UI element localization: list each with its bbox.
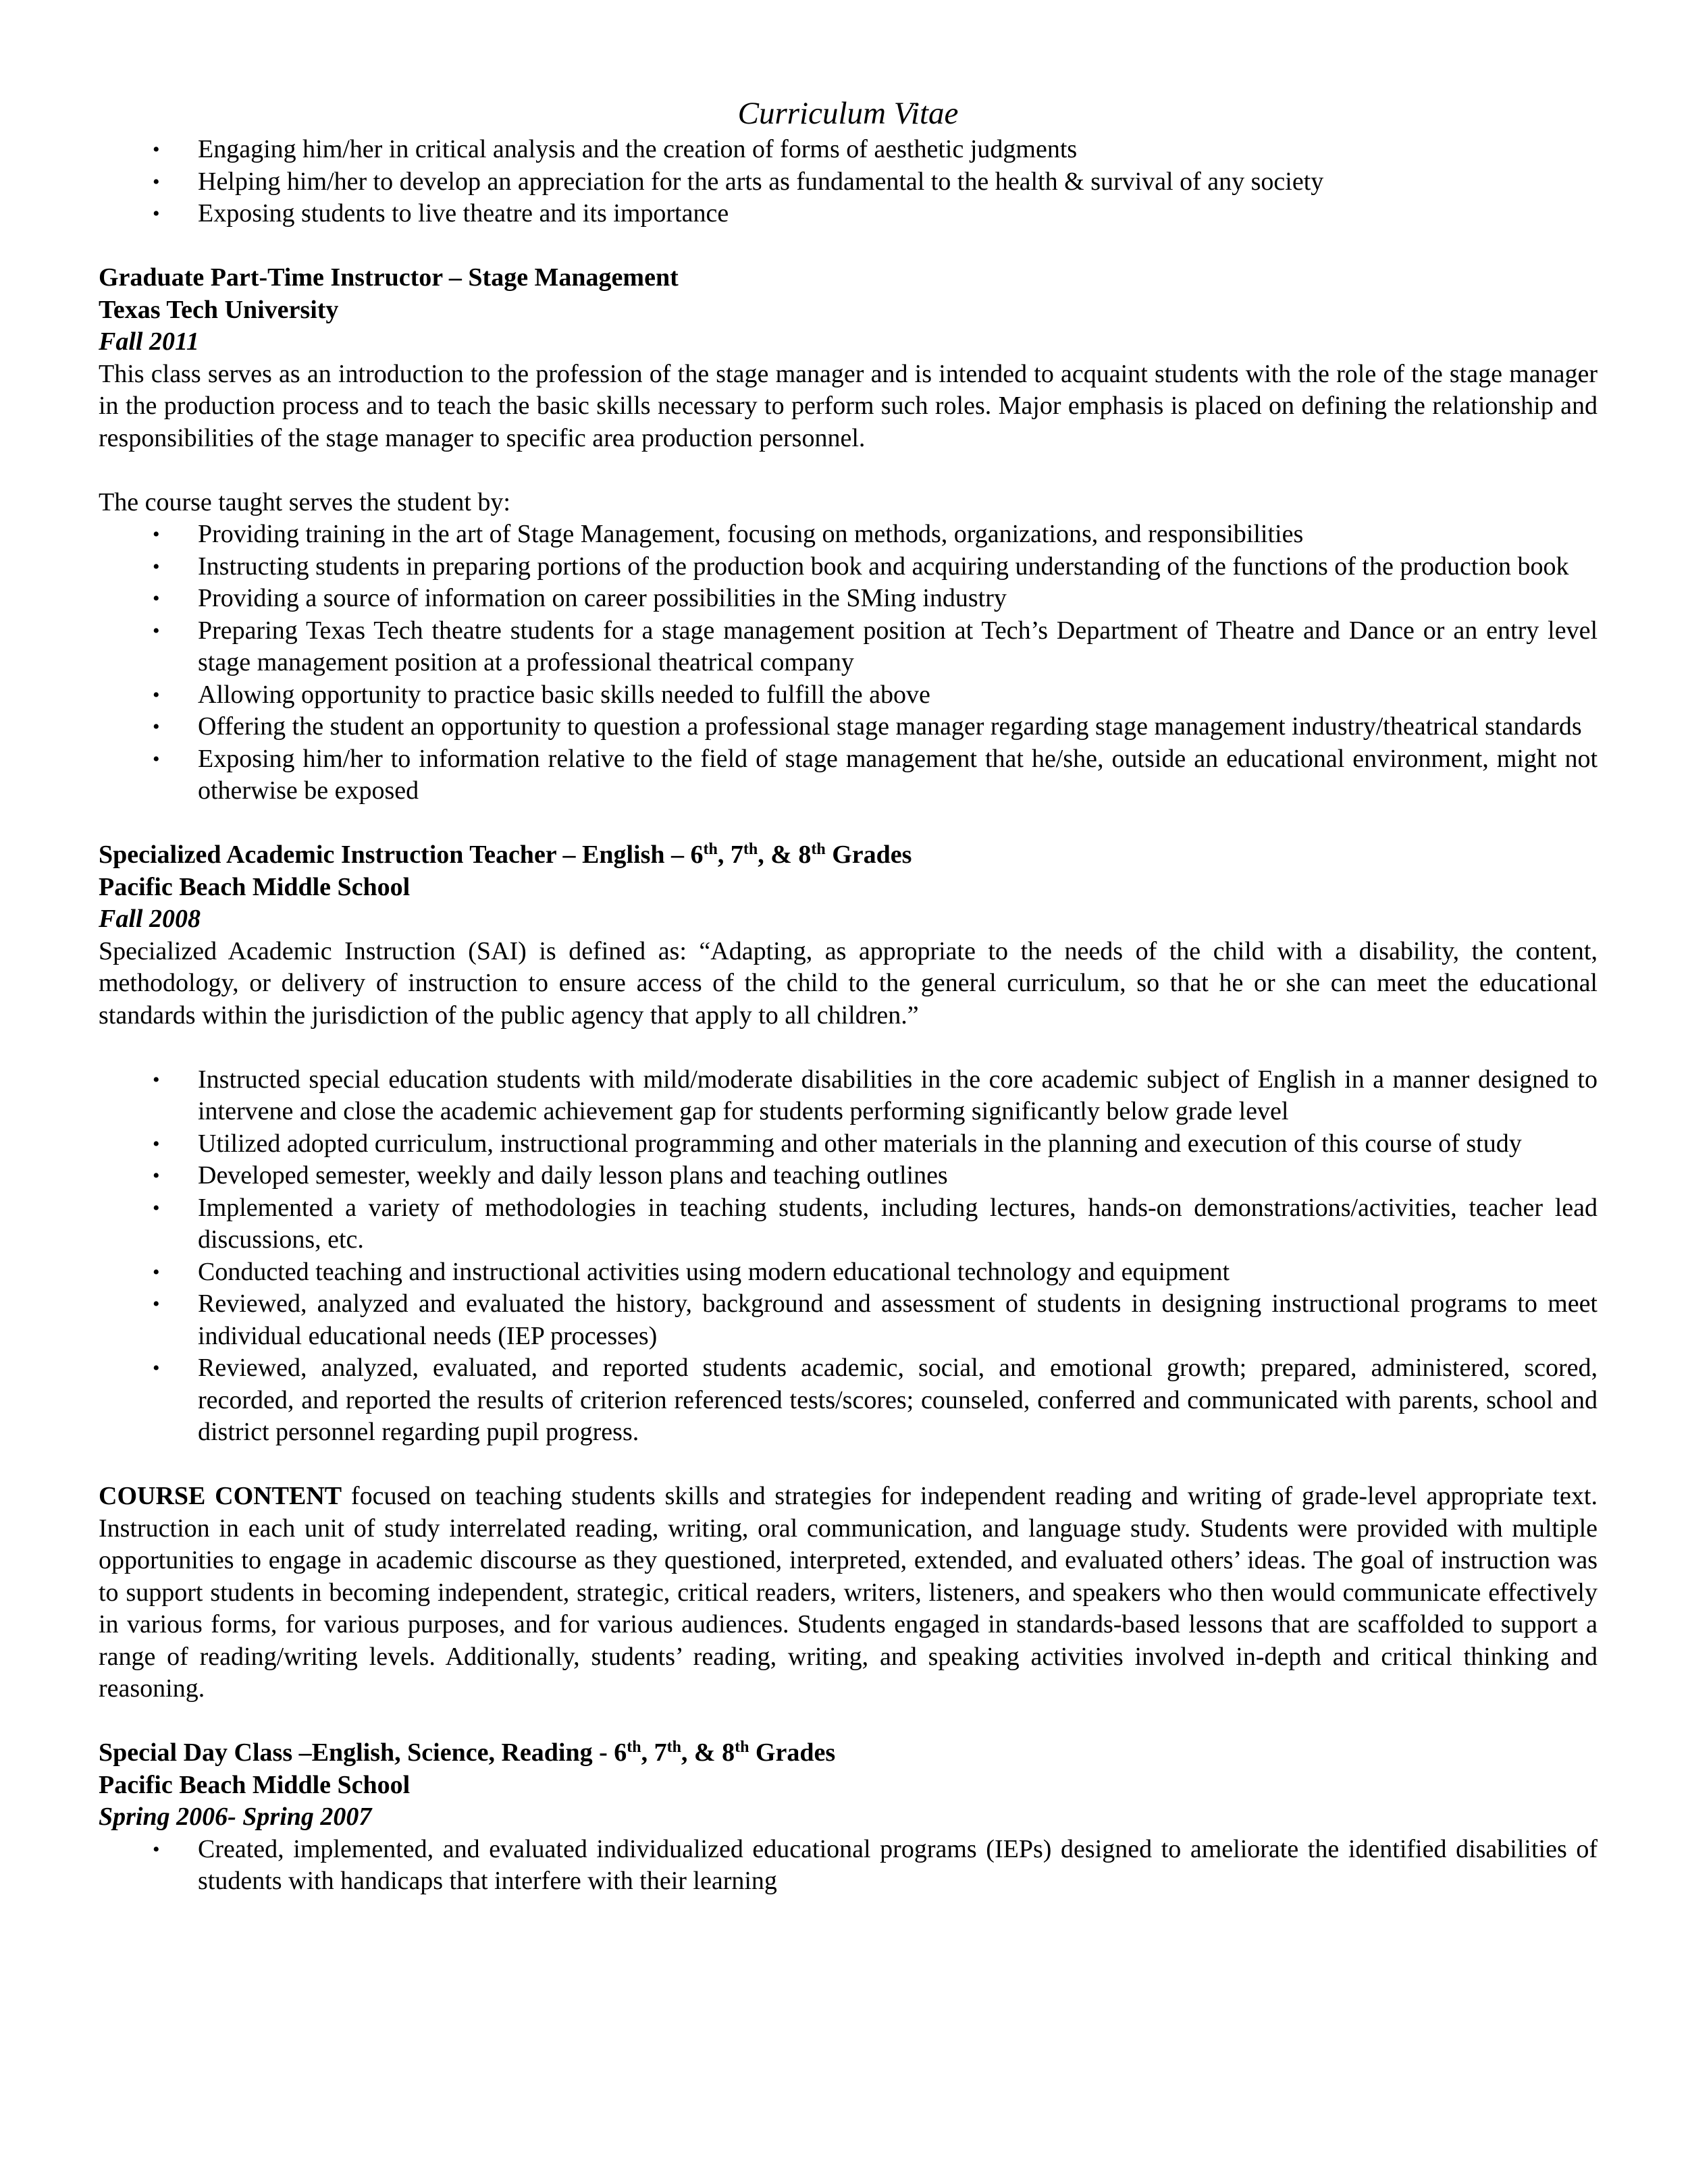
spacer [99,1449,1598,1481]
bullet-icon: • [153,523,160,545]
section-description: This class serves as an introduction to the profession of the stage manager and is intended to acquaint students with the role of the stage manager in the production process and to teach the basic skills necessary to perform such roles. Major emphasis is placed on defining the relationship and responsibilities of the stage manager to specific area production personnel. [99,359,1598,452]
bullet-icon: • [153,1132,160,1155]
bullet-icon: • [153,1068,160,1091]
bullet-icon: • [153,1293,160,1315]
list-item: • Utilized adopted curriculum, instructional programming and other materials in the planning and execution of this course of study [99,1128,1598,1161]
bullet-icon: • [153,716,160,738]
page-header-title: Curriculum Vitae [737,96,959,131]
section-bullet-list [99,518,1598,807]
section-special-day-class [99,1737,1598,1898]
list-item: • Preparing Texas Tech theatre students for a stage management position at Tech’s Department of Theatre and Dance or an entry level stage management position at a professional theatrical company [153,616,1598,676]
section-organization: Pacific Beach Middle School [99,1770,411,1799]
section-sai-teacher [99,839,1598,1705]
bullet-icon: • [153,747,160,770]
section-term: Fall 2008 [99,905,201,933]
section-term: Spring 2006- Spring 2007 [99,1803,372,1831]
section-title: Special Day Class –English, Science, Reading - 6th, 7th, & 8th Grades [99,1738,836,1767]
list-item: • Helping him/her to develop an appreciation for the arts as fundamental to the health & survival of any society [99,166,1598,198]
section-lead-in: The course taught serves the student by: [99,487,510,516]
section-description: Specialized Academic Instruction (SAI) is defined as: “Adapting, as appropriate to the needs of the child with a disability, the content, methodology, or delivery of instruction to ensure access of the child to the general curriculum, so that he or she can meet the educational standards within the jurisdiction of the public agency that apply to all children.” [99,936,1598,1030]
list-item: • Exposing students to live theatre and its importance [99,198,1598,230]
list-item: • Reviewed, analyzed and evaluated the history, background and assessment of students in designing instructional programs to meet individual educational needs (IEP processes) [153,1289,1598,1350]
list-item: • Instructing students in preparing portions of the production book and acquiring understanding of the functions of the production book [99,551,1598,583]
bullet-icon: • [153,138,160,161]
spacer [99,1032,1598,1064]
section-title: Graduate Part-Time Instructor – Stage Management [99,263,679,292]
list-item: • Providing a source of information on career possibilities in the SMing industry [99,583,1598,615]
list-item: • Allowing opportunity to practice basic skills needed to fulfill the above [99,679,1598,712]
bullet-icon: • [153,587,160,610]
section-stage-management [99,262,1598,807]
document-page [99,95,1598,1898]
bullet-icon: • [153,170,160,193]
bullet-icon: • [153,683,160,706]
list-item: • Providing training in the art of Stage Management, focusing on methods, organizations, and responsibilities [99,518,1598,551]
section-organization: Texas Tech University [99,295,339,324]
bullet-icon: • [153,1357,160,1379]
section-bullet-list [99,1834,1598,1898]
intro-bullet-list [99,134,1598,230]
spacer [99,1705,1598,1738]
list-item: • Reviewed, analyzed, evaluated, and reported students academic, social, and emotional growth; prepared, administered, scored, recorded, and reported the results of criterion referenced tests/scores; counseled, conferred and communicated with parents, school and district personnel regarding pupil progress. [153,1354,1598,1446]
section-title: Specialized Academic Instruction Teacher – English – 6th, 7th, & 8th Grades [99,841,912,869]
section-term: Fall 2011 [99,327,199,356]
spacer [99,807,1598,840]
spacer [99,454,1598,487]
bullet-icon: • [153,1165,160,1187]
list-item: • Engaging him/her in critical analysis and the creation of forms of aesthetic judgments [99,134,1598,166]
list-item: • Exposing him/her to information relative to the field of stage management that he/she, outside an educational environment, might not otherwise be exposed [153,744,1598,805]
course-content-label: COURSE CONTENT [99,1482,342,1510]
bullet-icon: • [153,203,160,225]
bullet-icon: • [153,1838,160,1861]
list-item: • Developed semester, weekly and daily lesson plans and teaching outlines [99,1160,1598,1192]
list-item: • Instructed special education students with mild/moderate disabilities in the core academic subject of English in a manner designed to intervene and close the academic achievement gap for students performing significantly below grade level [153,1065,1598,1125]
section-bullet-list [99,1064,1598,1449]
list-item: • Created, implemented, and evaluated individualized educational programs (IEPs) designed to ameliorate the identified disabilities of students with handicaps that interfere with their learning [153,1834,1598,1895]
bullet-icon: • [153,555,160,578]
spacer [99,230,1598,263]
list-item: • Offering the student an opportunity to question a professional stage manager regarding stage management industry/theatrical standards [99,711,1598,743]
bullet-icon: • [153,619,160,642]
section-organization: Pacific Beach Middle School [99,872,411,901]
bullet-icon: • [153,1260,160,1283]
bullet-icon: • [153,1196,160,1219]
list-item: • Implemented a variety of methodologies in teaching students, including lectures, hands-on demonstrations/activities, teacher lead discussions, etc. [153,1193,1598,1254]
list-item: • Conducted teaching and instructional activities using modern educational technology and equipment [99,1256,1598,1289]
course-content-paragraph: COURSE CONTENT focused on teaching students skills and strategies for independent reading and writing of grade-level appropriate text. Instruction in each unit of study interrelated reading, writing, oral communication, and language study. Students were provided with multiple opportunities to engage in academic discourse as they questioned, interpreted, extended, and evaluated others’ ideas. The goal of instruction was to support students in becoming independent, strategic, critical readers, writers, listeners, and speakers who then would communicate effectively in various forms, for various purposes, and for various audiences. Students engaged in standards-based lessons that are scaffolded to support a range of reading/writing levels. Additionally, students’ reading, writing, and speaking activities involved in-depth and critical thinking and reasoning. [99,1482,1598,1703]
